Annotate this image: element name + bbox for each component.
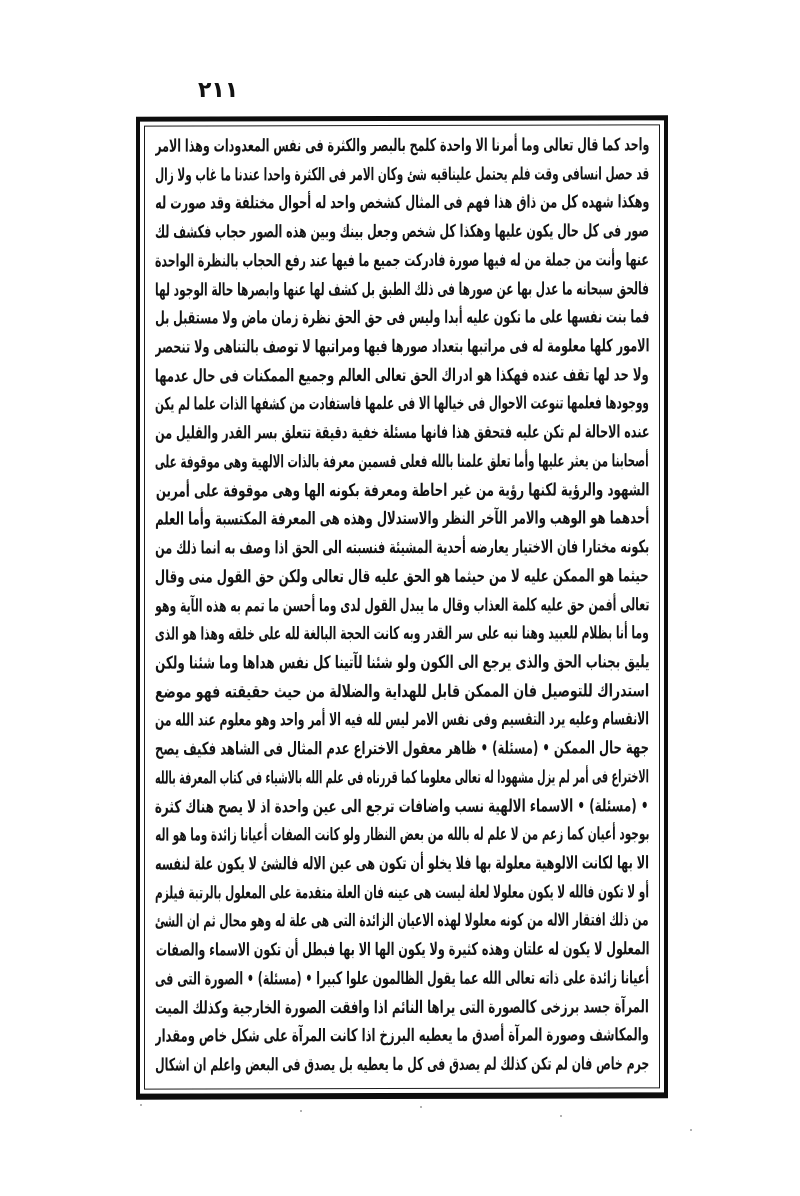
text-line: بوجود أعيان كما زعم من لا علم له بالله من بعض النظار ولو كانت الصفات أعيانا زائدة وما هو اله: [155, 824, 649, 846]
text-line: ولا حد لها تقف عنده فهكذا هو ادراك الحق تعالى العالم وجميع الممكنات فى حال عدمها: [155, 365, 649, 387]
text-line: أعيانا زائدة على ذاته تعالى الله عما يقول الظالمون علوا كبيرا • (مسئلة) • الصورة التى فى: [155, 968, 649, 990]
text-line: الاختراع فى أمر لم يزل مشهودا له تعالى معلوما كما قررناه فى علم الله بالاشياء فى كتاب المعرفة بالله: [155, 767, 649, 789]
text-line: • (مسئلة) • الاسماء الالهية نسب واضافات ترجع الى عين واحدة اذ لا يصح هناك كثرة: [155, 795, 649, 818]
text-line: فما بنت نفسها على ما تكون عليه أبدا وليس فى حق الحق نظرة زمان ماض ولا مستقبل بل: [155, 307, 649, 329]
text-line: جرم خاص فان لم تكن كذلك لم يصدق فى كل ما يعطيه بل يصدق فى البعض واعلم ان اشكال: [155, 1054, 649, 1076]
scan-speckle: [560, 1115, 562, 1117]
text-line: أو لا تكون فالله لا يكون معلولا لعلة ليست هى عينه فان العلة متقدمة على المعلول بالرتبة فيلزم: [155, 882, 649, 904]
text-line: وما أنا بظلام للعبيد وهنا نبه على سر القدر وبه كانت الحجة البالغة لله على خلقه وهذا هو الذى: [155, 623, 649, 645]
page-frame: [136, 115, 668, 1099]
text-line: الانقسام وعليه يرد التقسيم وفى نفس الامر ليس لله فيه الا أمر واحد وهو معلوم عند الله من: [155, 709, 649, 732]
text-line: وهكذا شهده كل من ذاق هذا فهم فى المثال كشخص واحد له أحوال مختلفة وقد صورت له: [155, 192, 649, 215]
text-line: والمكاشف وصورة المرآة أصدق ما يعطيه البرزخ اذا كانت المرآة على شكل خاص ومقدار: [155, 1025, 649, 1047]
text-line: الشهود والرؤية لكنها رؤية من غير احاطة ومعرفة بكونه الها وهى موقوفة على أمرين: [155, 479, 649, 502]
scan-speckle: [690, 1129, 692, 1131]
text-line: من ذلك افتقار الاله من كونه معلولا لهذه الاعيان الزائدة التى هى علة له وهو محال ثم ان الشئ: [155, 910, 649, 933]
text-line: جهة حال الممكن • (مسئلة) • ظاهر معقول الاختراع عدم المثال فى الشاهد فكيف يصح: [155, 738, 649, 760]
scan-speckle: [140, 1104, 142, 1106]
text-line: صور فى كل حال يكون عليها وهكذا كل شخص وجعل بينك وبين هذه الصور حجاب فكشف لك: [155, 221, 649, 243]
text-line: أصحابنا من يعثر عليها وأما تعلق علمنا بالله فعلى قسمين معرفة بالذات الالهية وهى موقوفة على: [155, 451, 649, 473]
text-line: تعالى أفمن حق عليه كلمة العذاب وقال ما يبدل القول لدى وما أحسن ما تمم به هذه الآية وهو: [155, 594, 649, 617]
text-line: ووجودها فعلمها تنوعت الاحوال فى خيالها الا فى علمها فاستفادت من كشفها الذات علما لم يكن: [155, 393, 649, 416]
text-line: قد حصل انسافى وقت فلم يحتمل عليناقيه شئ وكان الامر فى الكثرة واحدا عندنا ما غاب ولا زال: [155, 164, 649, 186]
page-frame-inner-rule: [144, 124, 660, 1089]
text-line: حيثما هو الممكن عليه لا من حيثما هو الحق عليه قال تعالى ولكن حق القول منى وقال: [155, 566, 649, 588]
scan-speckle: [420, 1106, 422, 1108]
text-line: عنها وأنت من جملة من له فيها صورة فادركت جميع ما فيها عند رفع الحجاب بالنظرة الواحدة: [155, 250, 649, 272]
text-line: فالحق سبحانه ما عدل بها عن صورها فى ذلك الطبق بل كشف لها عنها وابصرها حالة الوجود لها: [155, 278, 649, 301]
text-line: عنده الاحالة لم تكن عليه فتحقق هذا فانها مسئلة خفية دقيقة تتعلق بسر القدر والقليل من: [155, 422, 649, 444]
text-line: الامور كلها معلومة له فى مراتبها بتعداد صورها فيها ومراتبها لا توصف بالتناهى ولا تنحصر: [155, 336, 649, 358]
text-line: المرآة جسد برزخى كالصورة التى يراها النائم اذا وافقت الصورة الخارجية وكذلك الميت: [155, 996, 649, 1019]
text-line: بكونه مختارا فان الاختيار يعارضه أحدية المشيئة فنسبته الى الحق اذا وصف به انما ذلك من: [155, 537, 649, 559]
scan-speckle: [300, 1110, 302, 1112]
page-number: ٢١١: [198, 78, 239, 103]
text-line: المعلول لا يكون له علتان وهذه كثيرة ولا يكون الها الا بها فبطل أن تكون الاسماء والصفات: [155, 939, 649, 961]
text-line: الا بها لكانت الالوهية معلولة بها فلا يخلو أن تكون هى عين الاله فالشئ لا يكون علة لنفسه: [155, 853, 649, 875]
text-line: واحد كما قال تعالى وما أمرنا الا واحدة كلمح بالبصر والكثرة فى نفس المعدودات وهذا الامر: [155, 135, 649, 157]
text-line: يليق بجناب الحق والذى يرجع الى الكون ولو شئنا لآتينا كل نفس هداها وما شئنا ولكن: [155, 652, 649, 674]
text-body: [155, 131, 649, 1080]
text-line: استدراك للتوصيل فان الممكن قابل للهداية والضلالة من حيث حقيقته فهو موضع: [155, 681, 649, 703]
text-line: أحدهما هو الوهب والامر الآخر النظر والاستدلال وهذه هى المعرفة المكتسبة وأما العلم: [155, 508, 649, 530]
